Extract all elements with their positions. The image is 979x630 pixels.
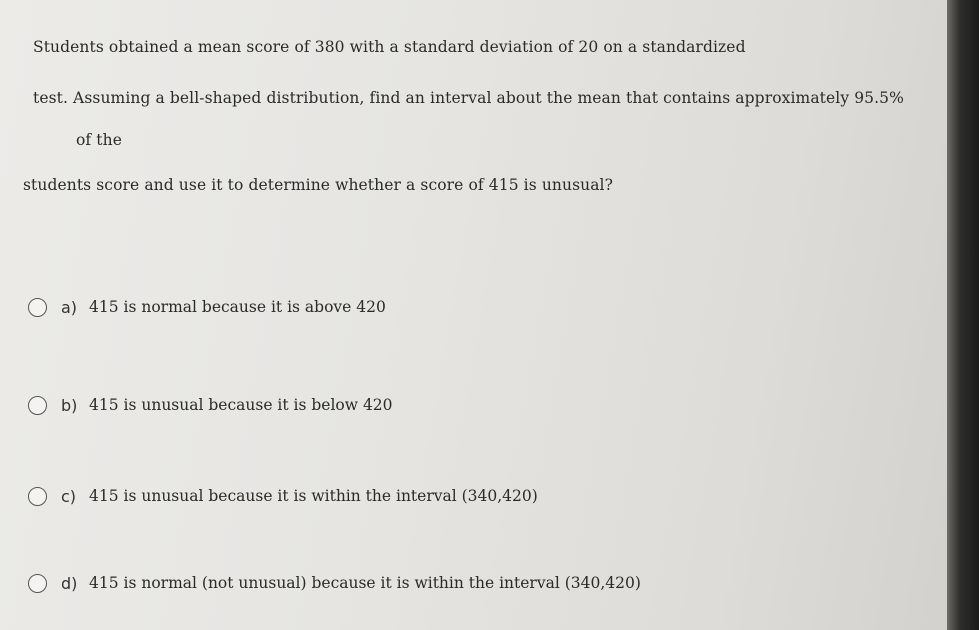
- option-text: 415 is unusual because it is within the interval (340,420): [89, 487, 538, 505]
- option-text: 415 is normal (not unusual) because it is within the interval (340,420): [89, 574, 641, 592]
- photo-edge-shadow: [947, 0, 979, 630]
- option-letter: b): [61, 395, 78, 415]
- option-letter: c): [61, 486, 77, 506]
- radio-button-icon[interactable]: [28, 298, 47, 317]
- option-b[interactable]: [28, 390, 393, 420]
- option-a[interactable]: [28, 292, 386, 322]
- option-text: 415 is normal because it is above 420: [89, 298, 386, 316]
- option-c[interactable]: [28, 481, 538, 511]
- option-letter: d): [61, 573, 78, 593]
- question-line: students score and use it to determine whether a score of 415 is unusual?: [23, 176, 614, 194]
- question-line: Students obtained a mean score of 380 with a standard deviation of 20 on a standardized: [33, 38, 746, 56]
- question-line: of the: [76, 131, 122, 149]
- radio-button-icon[interactable]: [28, 396, 47, 415]
- option-text: 415 is unusual because it is below 420: [89, 396, 393, 414]
- radio-button-icon[interactable]: [28, 574, 47, 593]
- option-letter: a): [61, 297, 78, 317]
- option-d[interactable]: [28, 568, 641, 598]
- radio-button-icon[interactable]: [28, 487, 47, 506]
- question-line: test. Assuming a bell-shaped distribution, find an interval about the mean that contains approximately 95.5%: [33, 89, 904, 107]
